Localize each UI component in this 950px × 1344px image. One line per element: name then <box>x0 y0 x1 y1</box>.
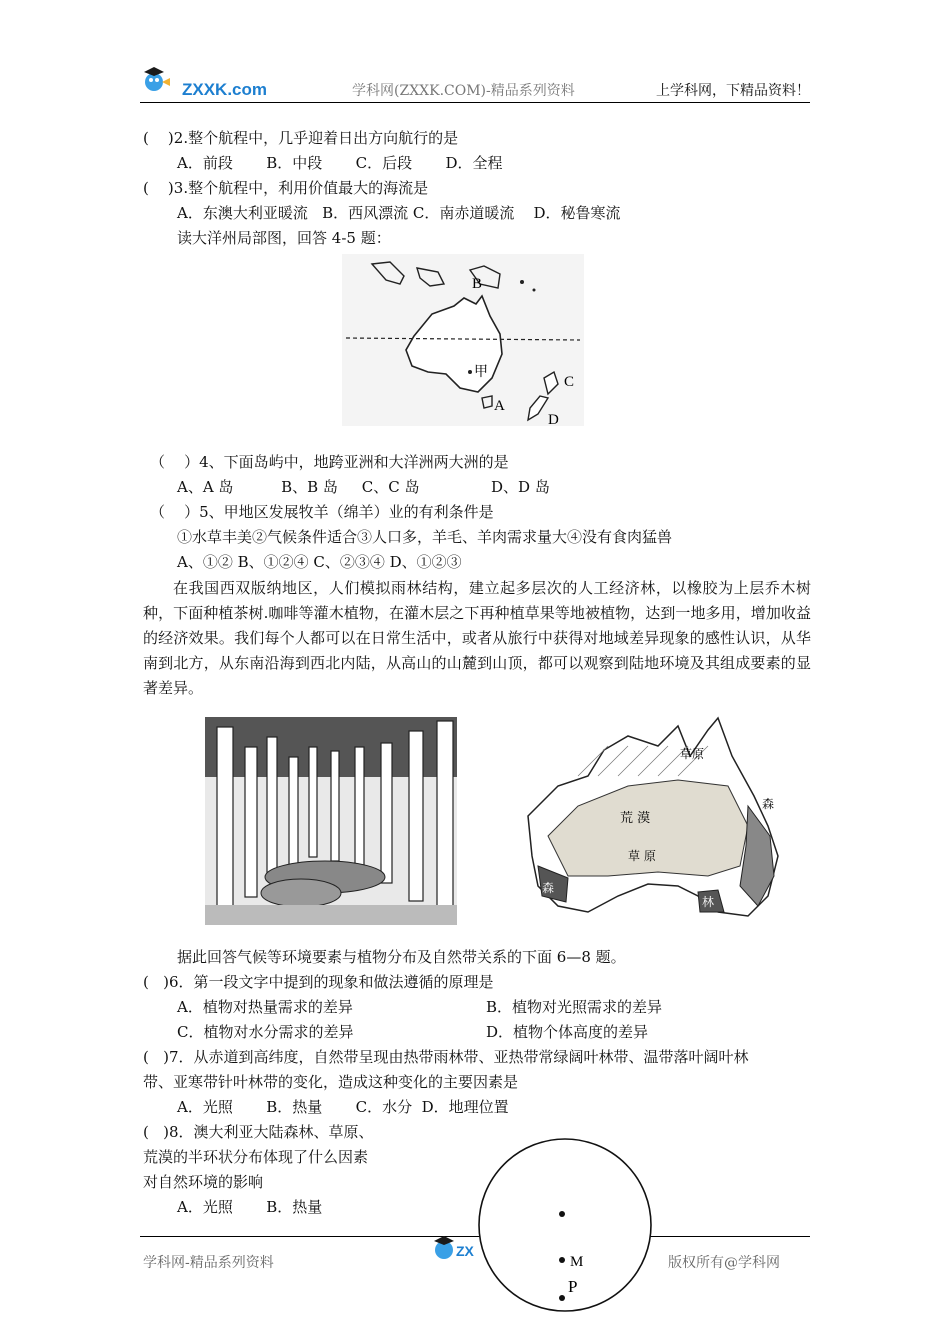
circle-diagram <box>470 1130 660 1314</box>
q5-stem: （ ）5、甲地区发展牧羊（绵羊）业的有利条件是 <box>150 503 494 521</box>
q2-stem: ( )2.整个航程中，几乎迎着日出方向航行的是 <box>143 129 459 147</box>
header-rule <box>140 102 810 103</box>
svg-text:ZX: ZX <box>456 1243 474 1259</box>
q6-stem: ( )6．第一段文字中提到的现象和做法遵循的原理是 <box>143 973 494 991</box>
circle-label-p: P <box>568 1277 578 1296</box>
map2-label-forest-se: 林 <box>702 895 715 909</box>
q8-stem-line2: 荒漠的半环状分布体现了什么因素 <box>143 1148 369 1166</box>
q2-options: A．前段 B．中段 C．后段 D．全程 <box>177 154 503 172</box>
logo-text: ZXXK.com <box>182 80 268 99</box>
q7-stem-line1: ( )7．从赤道到高纬度，自然带呈现由热带雨林带、亚热带常绿阔叶林带、温带落叶阔叶林 <box>143 1048 749 1066</box>
q6-option-c: C．植物对水分需求的差异 <box>177 1023 354 1041</box>
q7-options: A．光照 B．热量 C．水分 D．地理位置 <box>177 1098 509 1116</box>
passage: 在我国西双版纳地区，人们模拟雨林结构，建立起多层次的人工经济林，以橡胶为上层乔木树种，下面种植茶树.咖啡等灌木植物，在灌木层之下再种植草果等地被植物，达到一地多用，增加收益的经济效果。我们每个人都可以在日常生活中，或者从旅行中获得对地域差异现象的感性认识，从华南到北方，从东南沿海到西北内陆，从高山的山麓到山顶，都可以观察到陆地环境及其组成要素的显著差异。 <box>143 579 811 697</box>
map1-label-b: B <box>472 276 483 292</box>
australia-vegetation-map <box>518 716 786 924</box>
footer-right: 版权所有@学科网 <box>668 1255 780 1271</box>
map2-label-forest-east: 森 <box>762 797 775 811</box>
map2-label-forest-sw: 森 <box>542 881 555 895</box>
map1-label-c: C <box>564 374 575 390</box>
circle-point-upper <box>559 1211 565 1217</box>
q6-option-d: D．植物个体高度的差异 <box>486 1023 649 1041</box>
q8-options: A．光照 B．热量 <box>177 1198 323 1216</box>
q6-option-a: A．植物对热量需求的差异 <box>177 998 353 1016</box>
map2-label-desert: 荒 漠 <box>620 811 651 826</box>
map1-label-a: A <box>494 398 505 414</box>
q4-stem: （ ）4、下面岛屿中，地跨亚洲和大洋洲两大洲的是 <box>150 453 509 471</box>
map2-label-grassland-south: 草 原 <box>628 849 656 863</box>
q3-options: A．东澳大利亚暖流 B．西风漂流 C．南赤道暖流 D．秘鲁寒流 <box>177 204 621 222</box>
circle-point-p <box>559 1295 565 1301</box>
circle-label-m: M <box>570 1254 584 1270</box>
q8-stem-line1: ( )8．澳大利亚大陆森林、草原、 <box>143 1123 374 1141</box>
q5-conditions: ①水草丰美②气候条件适合③人口多，羊毛、羊肉需求量大④没有食肉猛兽 <box>177 528 673 546</box>
header-slogan: 上学科网，下精品资料！ <box>656 83 810 99</box>
oceania-map <box>342 254 584 426</box>
circle-point-m <box>559 1257 565 1263</box>
header-site-title: 学科网(ZXXK.COM)-精品系列资料 <box>352 83 575 99</box>
intro-6-8: 据此回答气候等环境要素与植物分布及自然带关系的下面 6—8 题。 <box>177 948 626 966</box>
q8-stem-line3: 对自然环境的影响 <box>143 1173 264 1191</box>
map2-label-grassland-north: 草原 <box>680 747 705 761</box>
q7-stem-line2: 带、亚寒带针叶林带的变化，造成这种变化的主要因素是 <box>143 1073 519 1091</box>
q3-stem: ( )3.整个航程中，利用价值最大的海流是 <box>143 179 429 197</box>
map1-label-jia: 甲 <box>474 364 488 380</box>
page-header <box>140 78 810 104</box>
q5-options: A、①② B、①②④ C、②③④ D、①②③ <box>177 553 462 571</box>
q4-options: A、A 岛 B、B 岛 C、C 岛 D、D 岛 <box>177 478 550 496</box>
map1-label-d: D <box>548 412 559 426</box>
footer-left: 学科网-精品系列资料 <box>143 1255 274 1271</box>
map-intro: 读大洋州局部图，回答 4-5 题： <box>177 229 391 247</box>
q6-option-b: B．植物对光照需求的差异 <box>486 998 663 1016</box>
rainforest-plantation-illustration <box>205 717 457 925</box>
